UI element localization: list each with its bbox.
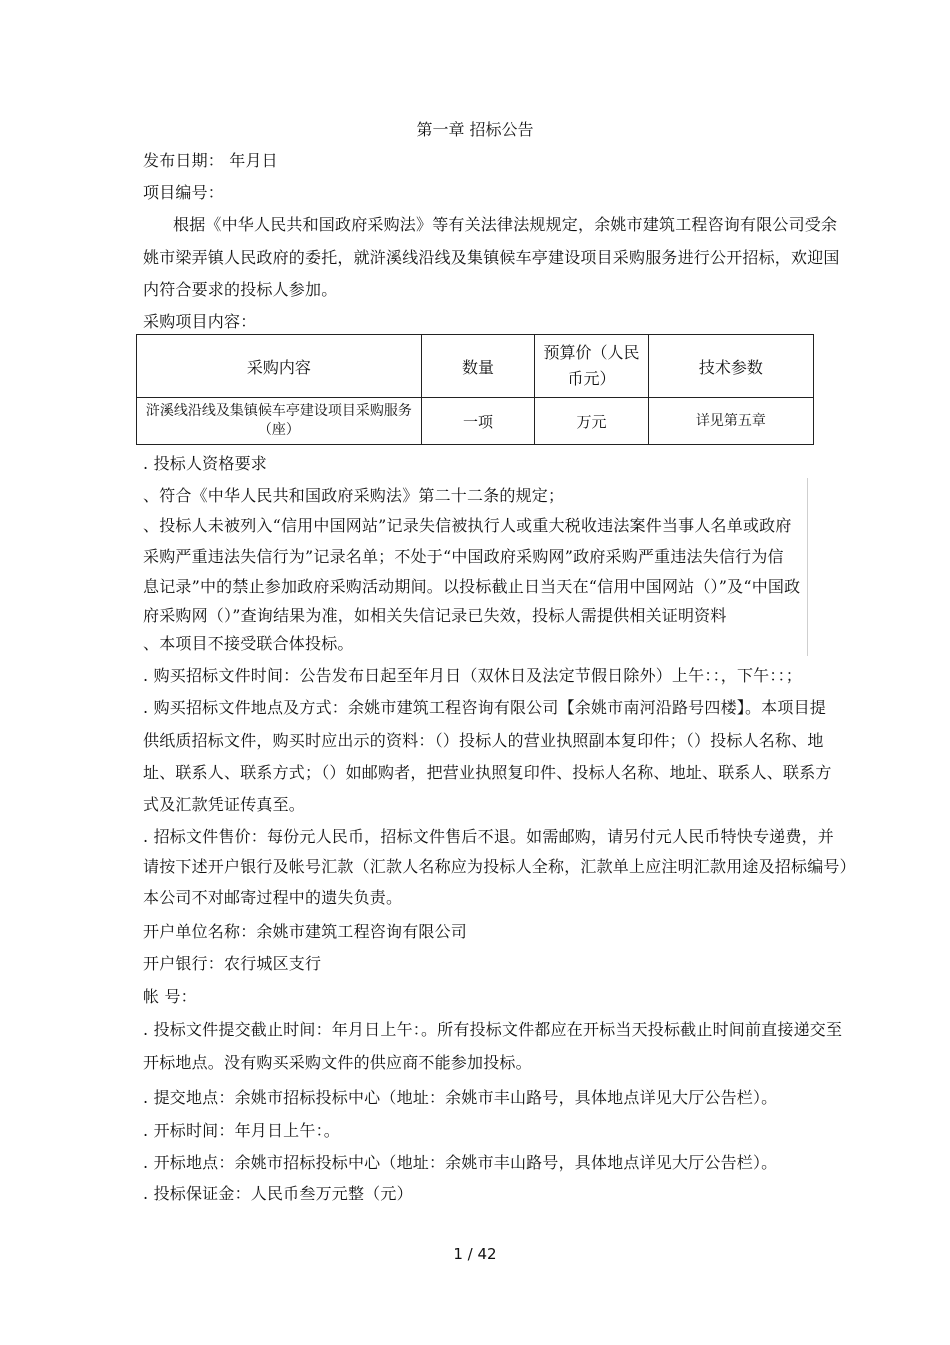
cell-content-line-2: （座） xyxy=(257,422,300,438)
body-line: 府采购网（）”查询结果为准，如相关失信记录已失效，投标人需提供相关证明资料 xyxy=(143,606,727,625)
margin-rule xyxy=(807,478,808,656)
page-number: 1 / 42 xyxy=(453,1245,497,1263)
content-label: 采购项目内容： xyxy=(143,312,257,331)
body-line: 供纸质招标文件，购买时应出示的资料：（）投标人的营业执照副本复印件；（）投标人名称、地 xyxy=(143,731,824,750)
body-line: 本公司不对邮寄过程中的遗失负责。 xyxy=(143,888,403,907)
intro-line-1: 根据《中华人民共和国政府采购法》等有关法律法规规定，余姚市建筑工程咨询有限公司受余 xyxy=(173,215,838,234)
bank-name: 开户银行：农行城区支行 xyxy=(143,954,322,973)
header-budget-line-2: 币元） xyxy=(567,369,616,388)
project-number: 项目编号： xyxy=(143,183,225,202)
body-line: 、投标人未被列入“信用中国网站”记录失信被执行人或重大税收违法案件当事人名单或政府 xyxy=(143,516,792,535)
body-line: 式及汇款凭证传真至。 xyxy=(143,795,306,814)
cell-tech-params: 详见第五章 xyxy=(648,398,813,445)
body-line: . 开标地点：余姚市招标投标中心（地址：余姚市丰山路号，具体地点详见大厅公告栏）。 xyxy=(143,1153,778,1172)
body-line: 开标地点。没有购买采购文件的供应商不能参加投标。 xyxy=(143,1053,532,1072)
table-header-row xyxy=(137,335,814,398)
body-line: . 投标文件提交截止时间：年月日上午：。所有投标文件都应在开标当天投标截止时间前直接递交至 xyxy=(143,1020,843,1039)
body-line: . 投标保证金：人民币叁万元整（元） xyxy=(143,1184,413,1203)
cell-content-line-1: 浒溪线沿线及集镇候车亭建设项目采购服务 xyxy=(145,403,412,419)
header-budget xyxy=(535,335,649,398)
header-quantity: 数量 xyxy=(421,335,534,398)
body-line: . 投标人资格要求 xyxy=(143,454,267,473)
header-budget-line-1: 预算价（人民 xyxy=(543,343,640,362)
body-line: 采购严重违法失信行为”记录名单；不处于“中国政府采购网”政府采购严重违法失信行为信 xyxy=(143,547,784,566)
body-line: 请按下述开户银行及帐号汇款（汇款人名称应为投标人全称，汇款单上应注明汇款用途及招标编号） xyxy=(143,857,856,876)
table-row xyxy=(137,398,814,445)
body-line: 息记录”中的禁止参加政府采购活动期间。以投标截止日当天在“信用中国网站（）”及“中国政 xyxy=(143,577,801,596)
header-tech-params: 技术参数 xyxy=(648,335,813,398)
account-name: 开户单位名称：余姚市建筑工程咨询有限公司 xyxy=(143,922,468,941)
procurement-table xyxy=(136,334,814,445)
body-line: 址、联系人、联系方式；（）如邮购者，把营业执照复印件、投标人名称、地址、联系人、联系方 xyxy=(143,763,832,782)
cell-budget: 万元 xyxy=(535,398,649,445)
body-line: 、本项目不接受联合体投标。 xyxy=(143,634,354,653)
header-content: 采购内容 xyxy=(137,335,422,398)
cell-quantity: 一项 xyxy=(421,398,534,445)
body-line: . 购买招标文件时间：公告发布日起至年月日（双休日及法定节假日除外）上午：：，下午：：； xyxy=(143,666,802,685)
body-line: 、符合《中华人民共和国政府采购法》第二十二条的规定； xyxy=(143,486,565,505)
release-date: 发布日期： 年月日 xyxy=(143,151,278,170)
cell-content xyxy=(137,398,422,445)
account-number: 帐 号： xyxy=(143,987,197,1006)
body-line: . 招标文件售价：每份元人民币，招标文件售后不退。如需邮购，请另付元人民币特快专递费，并 xyxy=(143,827,834,846)
intro-line-3: 内符合要求的投标人参加。 xyxy=(143,280,338,299)
body-line: . 提交地点：余姚市招标投标中心（地址：余姚市丰山路号，具体地点详见大厅公告栏）。 xyxy=(143,1088,778,1107)
chapter-title: 第一章 招标公告 xyxy=(416,120,534,139)
body-line: . 购买招标文件地点及方式：余姚市建筑工程咨询有限公司【余姚市南河沿路号四楼】。本项目提 xyxy=(143,698,826,717)
body-line: . 开标时间：年月日上午：。 xyxy=(143,1121,340,1140)
intro-line-2: 姚市梁弄镇人民政府的委托，就浒溪线沿线及集镇候车亭建设项目采购服务进行公开招标，欢迎国 xyxy=(143,248,840,267)
